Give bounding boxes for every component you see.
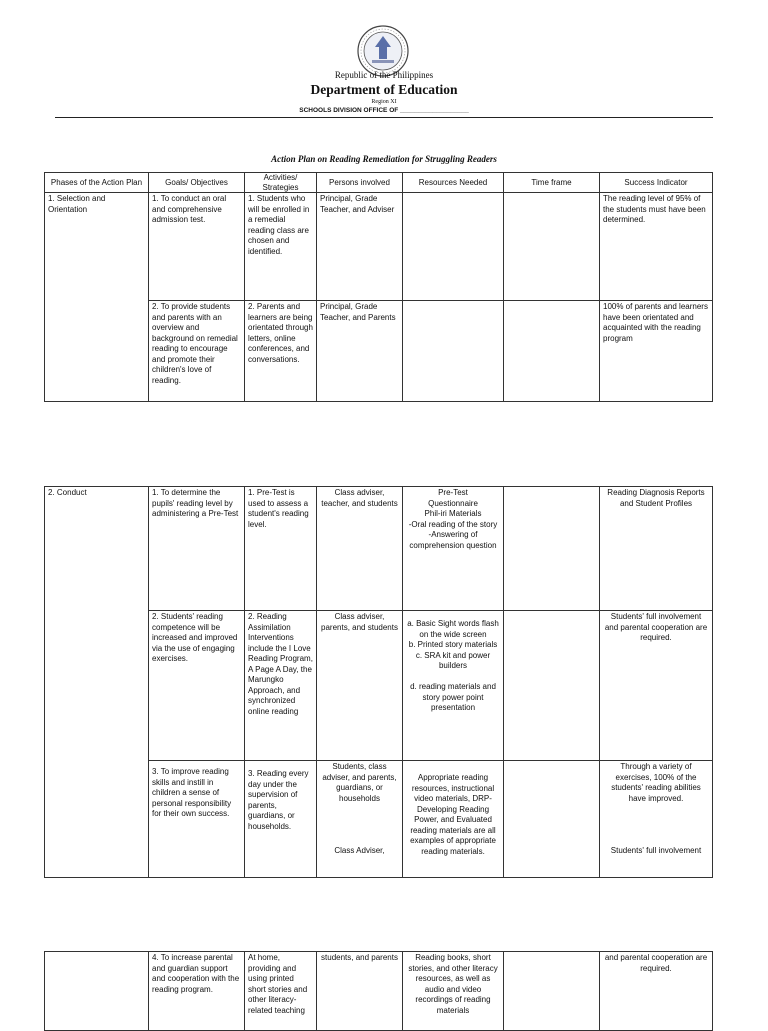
table-row: [45, 487, 713, 611]
phase-cell: 1. Selection and Orientation: [45, 193, 149, 402]
column-header: Goals/ Objectives: [149, 173, 245, 193]
persons-text-continued: Class Adviser,: [334, 846, 385, 855]
persons-cell: Class adviser, teacher, and students: [317, 487, 403, 611]
resources-cell: Appropriate reading resources, instructional video materials, DRP-Developing Reading Power, and Evaluated reading materials are all examples of appropriate reading materials.: [403, 761, 504, 878]
persons-cell: students, and parents: [317, 952, 403, 1031]
column-header: Persons involved: [317, 173, 403, 193]
resources-cell: Reading books, short stories, and other literacy resources, as well as audio and video recordings of reading materials: [403, 952, 504, 1031]
activity-cell: 2. Parents and learners are being orientated through letters, online conferences, and conversations.: [245, 301, 317, 402]
table-row: [45, 952, 713, 1031]
timeframe-cell: [504, 611, 600, 761]
column-header: Activities/ Strategies: [245, 173, 317, 193]
action-plan-title: Action Plan on Reading Remediation for Struggling Readers: [271, 154, 497, 164]
activity-cell: 1. Pre-Test is used to assess a student's reading level.: [245, 487, 317, 611]
resources-cell: [403, 301, 504, 402]
table-row: [45, 193, 713, 301]
timeframe-cell: [504, 952, 600, 1031]
indicator-cell: The reading level of 95% of the students must have been determined.: [600, 193, 713, 301]
goal-cell: 3. To improve reading skills and instill in children a sense of personal responsibility for their own success.: [149, 761, 245, 878]
indicator-cell: 100% of parents and learners have been orientated and acquainted with the reading program: [600, 301, 713, 402]
activity-cell: 2. Reading Assimilation Interventions include the I Love Reading Program, A Page A Day, the Marungko Approach, and synchronized online reading: [245, 611, 317, 761]
timeframe-cell: [504, 761, 600, 878]
persons-cell: [317, 761, 403, 878]
indicator-cell: and parental cooperation are required.: [600, 952, 713, 1031]
goal-cell: 1. To determine the pupils' reading level by administering a Pre-Test: [149, 487, 245, 611]
action-plan-table-2: [44, 486, 713, 878]
activity-cell: 3. Reading every day under the supervision of parents, guardians, or households.: [245, 761, 317, 878]
phase-cell: 2. Conduct: [45, 487, 149, 878]
indicator-text: Through a variety of exercises, 100% of the students' reading abilities have improved.: [611, 762, 701, 803]
phase-cell: [45, 952, 149, 1031]
region-text: Region XI: [371, 99, 397, 105]
column-header: Phases of the Action Plan: [45, 173, 149, 193]
column-header: Success Indicator: [600, 173, 713, 193]
indicator-cell: Reading Diagnosis Reports and Student Profiles: [600, 487, 713, 611]
persons-cell: Class adviser, parents, and students: [317, 611, 403, 761]
action-plan-table-3: [44, 951, 713, 1031]
goal-cell: 2. Students' reading competence will be increased and improved via the use of engaging exercises.: [149, 611, 245, 761]
action-plan-table-1: [44, 172, 713, 402]
persons-cell: Principal, Grade Teacher, and Adviser: [317, 193, 403, 301]
goal-cell: 1. To conduct an oral and comprehensive admission test.: [149, 193, 245, 301]
activity-cell: At home, providing and using printed short stories and other literacy-related teaching: [245, 952, 317, 1031]
activity-cell: 1. Students who will be enrolled in a remedial reading class are chosen and identified.: [245, 193, 317, 301]
column-header: Resources Needed: [403, 173, 504, 193]
column-header: Time frame: [504, 173, 600, 193]
timeframe-cell: [504, 301, 600, 402]
department-title: Department of Education: [310, 82, 458, 97]
indicator-text-continued: Students' full involvement: [610, 846, 702, 855]
timeframe-cell: [504, 193, 600, 301]
indicator-cell: Students' full involvement and parental cooperation are required.: [600, 611, 713, 761]
persons-cell: Principal, Grade Teacher, and Parents: [317, 301, 403, 402]
republic-text: Republic of the Philippines: [334, 70, 434, 80]
resources-cell: a. Basic Sight words flash on the wide screen b. Printed story materials c. SRA kit and power builders d. reading materials and story power point presentation: [403, 611, 504, 761]
timeframe-cell: [504, 487, 600, 611]
goal-cell: 2. To provide students and parents with an overview and background on remedial reading to encourage and promote their children's love of reading.: [149, 301, 245, 402]
indicator-cell: [600, 761, 713, 878]
persons-text: Students, class adviser, and parents, guardians, or households: [322, 762, 397, 803]
resources-cell: Pre-Test Questionnaire Phil-iri Materials -Oral reading of the story -Answering of comprehension question: [403, 487, 504, 611]
header-divider: [55, 117, 713, 118]
goal-cell: 4. To increase parental and guardian support and cooperation with the reading program.: [149, 952, 245, 1031]
division-office-text: SCHOOLS DIVISION OFFICE OF ___________________: [299, 107, 469, 114]
resources-cell: [403, 193, 504, 301]
table-header-row: [45, 173, 713, 193]
